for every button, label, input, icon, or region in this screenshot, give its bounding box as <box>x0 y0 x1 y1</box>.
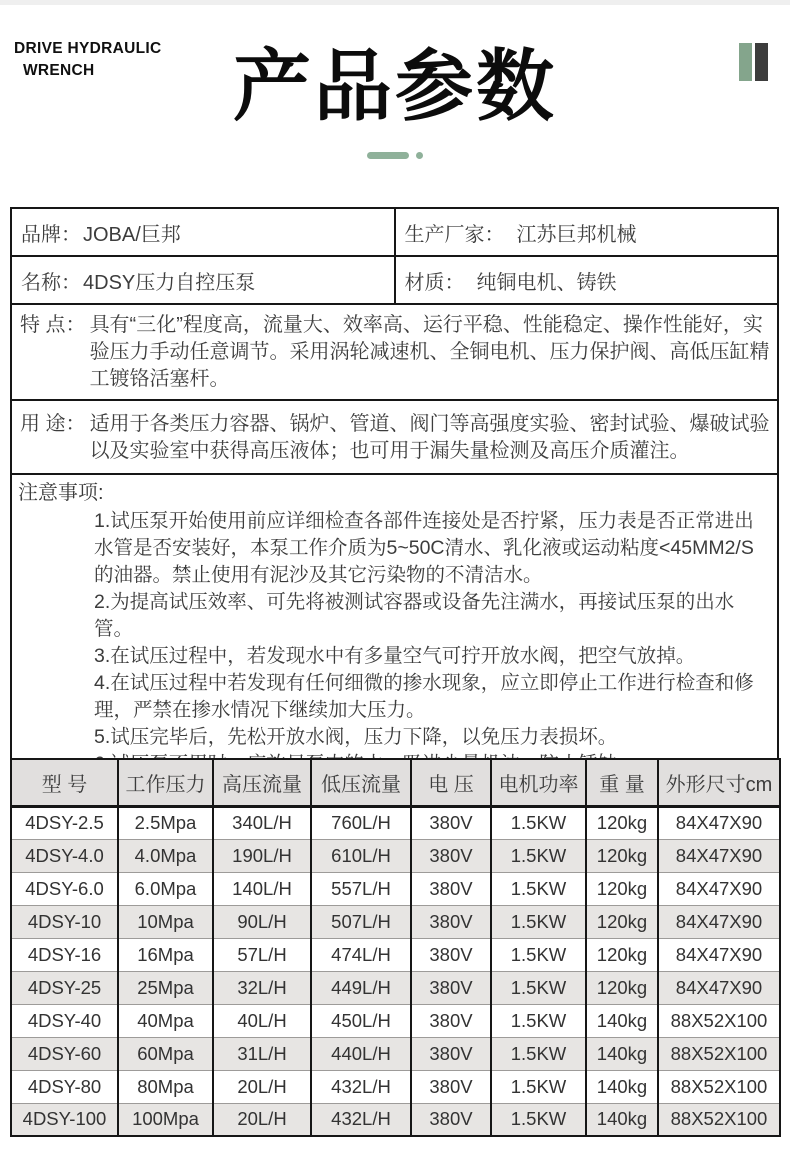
spec-cell: 88X52X100 <box>658 1004 780 1037</box>
spec-cell: 120kg <box>586 872 658 905</box>
spec-cell: 40Mpa <box>118 1004 213 1037</box>
spec-cell: 4DSY-80 <box>11 1070 118 1103</box>
spec-row <box>11 806 780 839</box>
usage-label: 用 途： <box>20 412 86 435</box>
notes-row <box>11 474 778 783</box>
spec-row <box>11 971 780 1004</box>
spec-cell: 25Mpa <box>118 971 213 1004</box>
spec-cell: 1.5KW <box>491 971 586 1004</box>
spec-cell: 140kg <box>586 1103 658 1136</box>
title-divider <box>0 152 790 159</box>
spec-cell: 20L/H <box>213 1070 311 1103</box>
spec-cell: 380V <box>411 872 491 905</box>
product-name-cell <box>11 256 395 304</box>
info-row-2 <box>11 256 778 304</box>
spec-cell: 84X47X90 <box>658 971 780 1004</box>
spec-cell: 610L/H <box>311 839 411 872</box>
spec-cell: 450L/H <box>311 1004 411 1037</box>
spec-cell: 474L/H <box>311 938 411 971</box>
spec-cell: 120kg <box>586 971 658 1004</box>
spec-cell: 140kg <box>586 1037 658 1070</box>
spec-cell: 84X47X90 <box>658 938 780 971</box>
spec-cell: 84X47X90 <box>658 905 780 938</box>
spec-row <box>11 1070 780 1103</box>
spec-cell: 4DSY-16 <box>11 938 118 971</box>
product-name-label: 名称： <box>21 271 81 294</box>
spec-table-body <box>11 806 780 1136</box>
spec-cell: 4.0Mpa <box>118 839 213 872</box>
spec-cell: 4DSY-60 <box>11 1037 118 1070</box>
note-item: 5.试压完毕后，先松开放水阀，压力下降，以免压力表损坏。 <box>94 726 618 748</box>
spec-cell: 432L/H <box>311 1070 411 1103</box>
spec-cell: 84X47X90 <box>658 839 780 872</box>
manufacturer-label: 生产厂家： <box>404 223 505 246</box>
spec-cell: 2.5Mpa <box>118 806 213 839</box>
note-item: 2.为提高试压效率、可先将被测试容器或设备先注满水，再接试压泵的出水管。 <box>94 591 735 640</box>
spec-cell: 88X52X100 <box>658 1070 780 1103</box>
spec-cell: 4DSY-10 <box>11 905 118 938</box>
note-item: 1.试压泵开始使用前应详细检查各部件连接处是否拧紧，压力表是否正常进出水管是否安装好，本泵工作介质为5~50C清水、乳化液或运动粘度<45MM2/S的油器。禁止使用有泥沙及其它污染物的不清洁水。 <box>94 510 754 586</box>
spec-row <box>11 872 780 905</box>
spec-cell: 380V <box>411 1037 491 1070</box>
spec-cell: 120kg <box>586 938 658 971</box>
spec-column-header: 工作压力 <box>118 759 213 806</box>
spec-cell: 84X47X90 <box>658 872 780 905</box>
spec-cell: 190L/H <box>213 839 311 872</box>
spec-cell: 40L/H <box>213 1004 311 1037</box>
spec-row <box>11 1004 780 1037</box>
spec-cell: 120kg <box>586 839 658 872</box>
spec-cell: 1.5KW <box>491 839 586 872</box>
spec-cell: 10Mpa <box>118 905 213 938</box>
spec-cell: 88X52X100 <box>658 1037 780 1070</box>
brand-value: JOBA/巨邦 <box>83 223 181 246</box>
spec-cell: 1.5KW <box>491 1004 586 1037</box>
spec-cell: 432L/H <box>311 1103 411 1136</box>
brand-label: 品牌： <box>21 223 81 246</box>
product-name-value: 4DSY压力自控压泵 <box>83 271 256 294</box>
spec-column-header: 型 号 <box>11 759 118 806</box>
spec-row <box>11 938 780 971</box>
spec-cell: 4DSY-2.5 <box>11 806 118 839</box>
spec-cell: 140kg <box>586 1070 658 1103</box>
spec-cell: 1.5KW <box>491 1103 586 1136</box>
spec-cell: 6.0Mpa <box>118 872 213 905</box>
spec-cell: 1.5KW <box>491 1070 586 1103</box>
notes-title: 注意事项: <box>18 482 104 504</box>
usage-row <box>11 400 778 474</box>
spec-cell: 16Mpa <box>118 938 213 971</box>
spec-cell: 440L/H <box>311 1037 411 1070</box>
features-label: 特 点： <box>20 314 86 336</box>
spec-cell: 1.5KW <box>491 938 586 971</box>
spec-cell: 380V <box>411 839 491 872</box>
spec-cell: 140L/H <box>213 872 311 905</box>
material-value: 纯铜电机、铸铁 <box>476 271 617 294</box>
note-item: 3.在试压过程中，若发现水中有多量空气可拧开放水阀，把空气放掉。 <box>94 645 696 667</box>
manufacturer-cell <box>395 208 779 256</box>
divider-dot <box>416 152 423 159</box>
spec-column-header: 重 量 <box>586 759 658 806</box>
usage-cell <box>11 400 778 474</box>
features-row <box>11 304 778 400</box>
spec-cell: 380V <box>411 806 491 839</box>
spec-cell: 20L/H <box>213 1103 311 1136</box>
spec-cell: 4DSY-6.0 <box>11 872 118 905</box>
spec-cell: 380V <box>411 905 491 938</box>
spec-column-header: 高压流量 <box>213 759 311 806</box>
spec-cell: 1.5KW <box>491 905 586 938</box>
spec-cell: 80Mpa <box>118 1070 213 1103</box>
features-text: 具有“三化”程度高，流量大、效率高、运行平稳、性能稳定、操作性能好，实验压力手动任意调节。采用涡轮减速机、全铜电机、压力保护阀、高低压缸精工镀铬活塞杆。 <box>89 314 770 390</box>
spec-cell: 1.5KW <box>491 806 586 839</box>
spec-header-row <box>11 759 780 806</box>
spec-cell: 57L/H <box>213 938 311 971</box>
spec-cell: 140kg <box>586 1004 658 1037</box>
spec-cell: 380V <box>411 971 491 1004</box>
brand-line2: WRENCH <box>23 62 95 79</box>
spec-row <box>11 1037 780 1070</box>
spec-cell: 380V <box>411 938 491 971</box>
usage-text: 适用于各类压力容器、锅炉、管道、阀门等高强度实验、密封试验、爆破试验以及实验室中获得高压液体；也可用于漏失量检测及高压介质灌注。 <box>89 412 770 462</box>
spec-cell: 4DSY-4.0 <box>11 839 118 872</box>
spec-cell: 1.5KW <box>491 1037 586 1070</box>
spec-cell: 449L/H <box>311 971 411 1004</box>
spec-cell: 1.5KW <box>491 872 586 905</box>
brand-cell <box>11 208 395 256</box>
spec-column-header: 电 压 <box>411 759 491 806</box>
features-cell <box>11 304 778 400</box>
spec-cell: 760L/H <box>311 806 411 839</box>
divider-dash <box>367 152 409 159</box>
spec-cell: 380V <box>411 1004 491 1037</box>
top-strip <box>0 0 790 5</box>
manufacturer-value: 江苏巨邦机械 <box>516 223 637 246</box>
spec-cell: 88X52X100 <box>658 1103 780 1136</box>
notes-list <box>94 508 771 778</box>
material-label: 材质： <box>404 271 465 294</box>
spec-cell: 507L/H <box>311 905 411 938</box>
spec-cell: 31L/H <box>213 1037 311 1070</box>
note-item: 4.在试压过程中若发现有任何细微的掺水现象，应立即停止工作进行检查和修理，严禁在掺水情况下继续加大压力。 <box>94 672 754 721</box>
spec-cell: 4DSY-100 <box>11 1103 118 1136</box>
spec-cell: 340L/H <box>213 806 311 839</box>
spec-row <box>11 1103 780 1136</box>
page-title: 产品参数 <box>232 42 557 130</box>
notes-cell <box>11 474 778 783</box>
product-info-table <box>10 207 779 784</box>
spec-cell: 60Mpa <box>118 1037 213 1070</box>
spec-cell: 100Mpa <box>118 1103 213 1136</box>
spec-cell: 557L/H <box>311 872 411 905</box>
brand-line1: DRIVE HYDRAULIC <box>14 40 162 57</box>
spec-cell: 32L/H <box>213 971 311 1004</box>
material-cell <box>395 256 779 304</box>
spec-column-header: 低压流量 <box>311 759 411 806</box>
spec-column-header: 电机功率 <box>491 759 586 806</box>
spec-cell: 120kg <box>586 905 658 938</box>
spec-cell: 380V <box>411 1103 491 1136</box>
spec-row <box>11 839 780 872</box>
spec-cell: 90L/H <box>213 905 311 938</box>
spec-cell: 380V <box>411 1070 491 1103</box>
spec-table <box>10 758 781 1137</box>
spec-cell: 120kg <box>586 806 658 839</box>
info-row-1 <box>11 208 778 256</box>
spec-cell: 84X47X90 <box>658 806 780 839</box>
spec-column-header: 外形尺寸cm <box>658 759 780 806</box>
spec-cell: 4DSY-40 <box>11 1004 118 1037</box>
spec-cell: 4DSY-25 <box>11 971 118 1004</box>
spec-row <box>11 905 780 938</box>
